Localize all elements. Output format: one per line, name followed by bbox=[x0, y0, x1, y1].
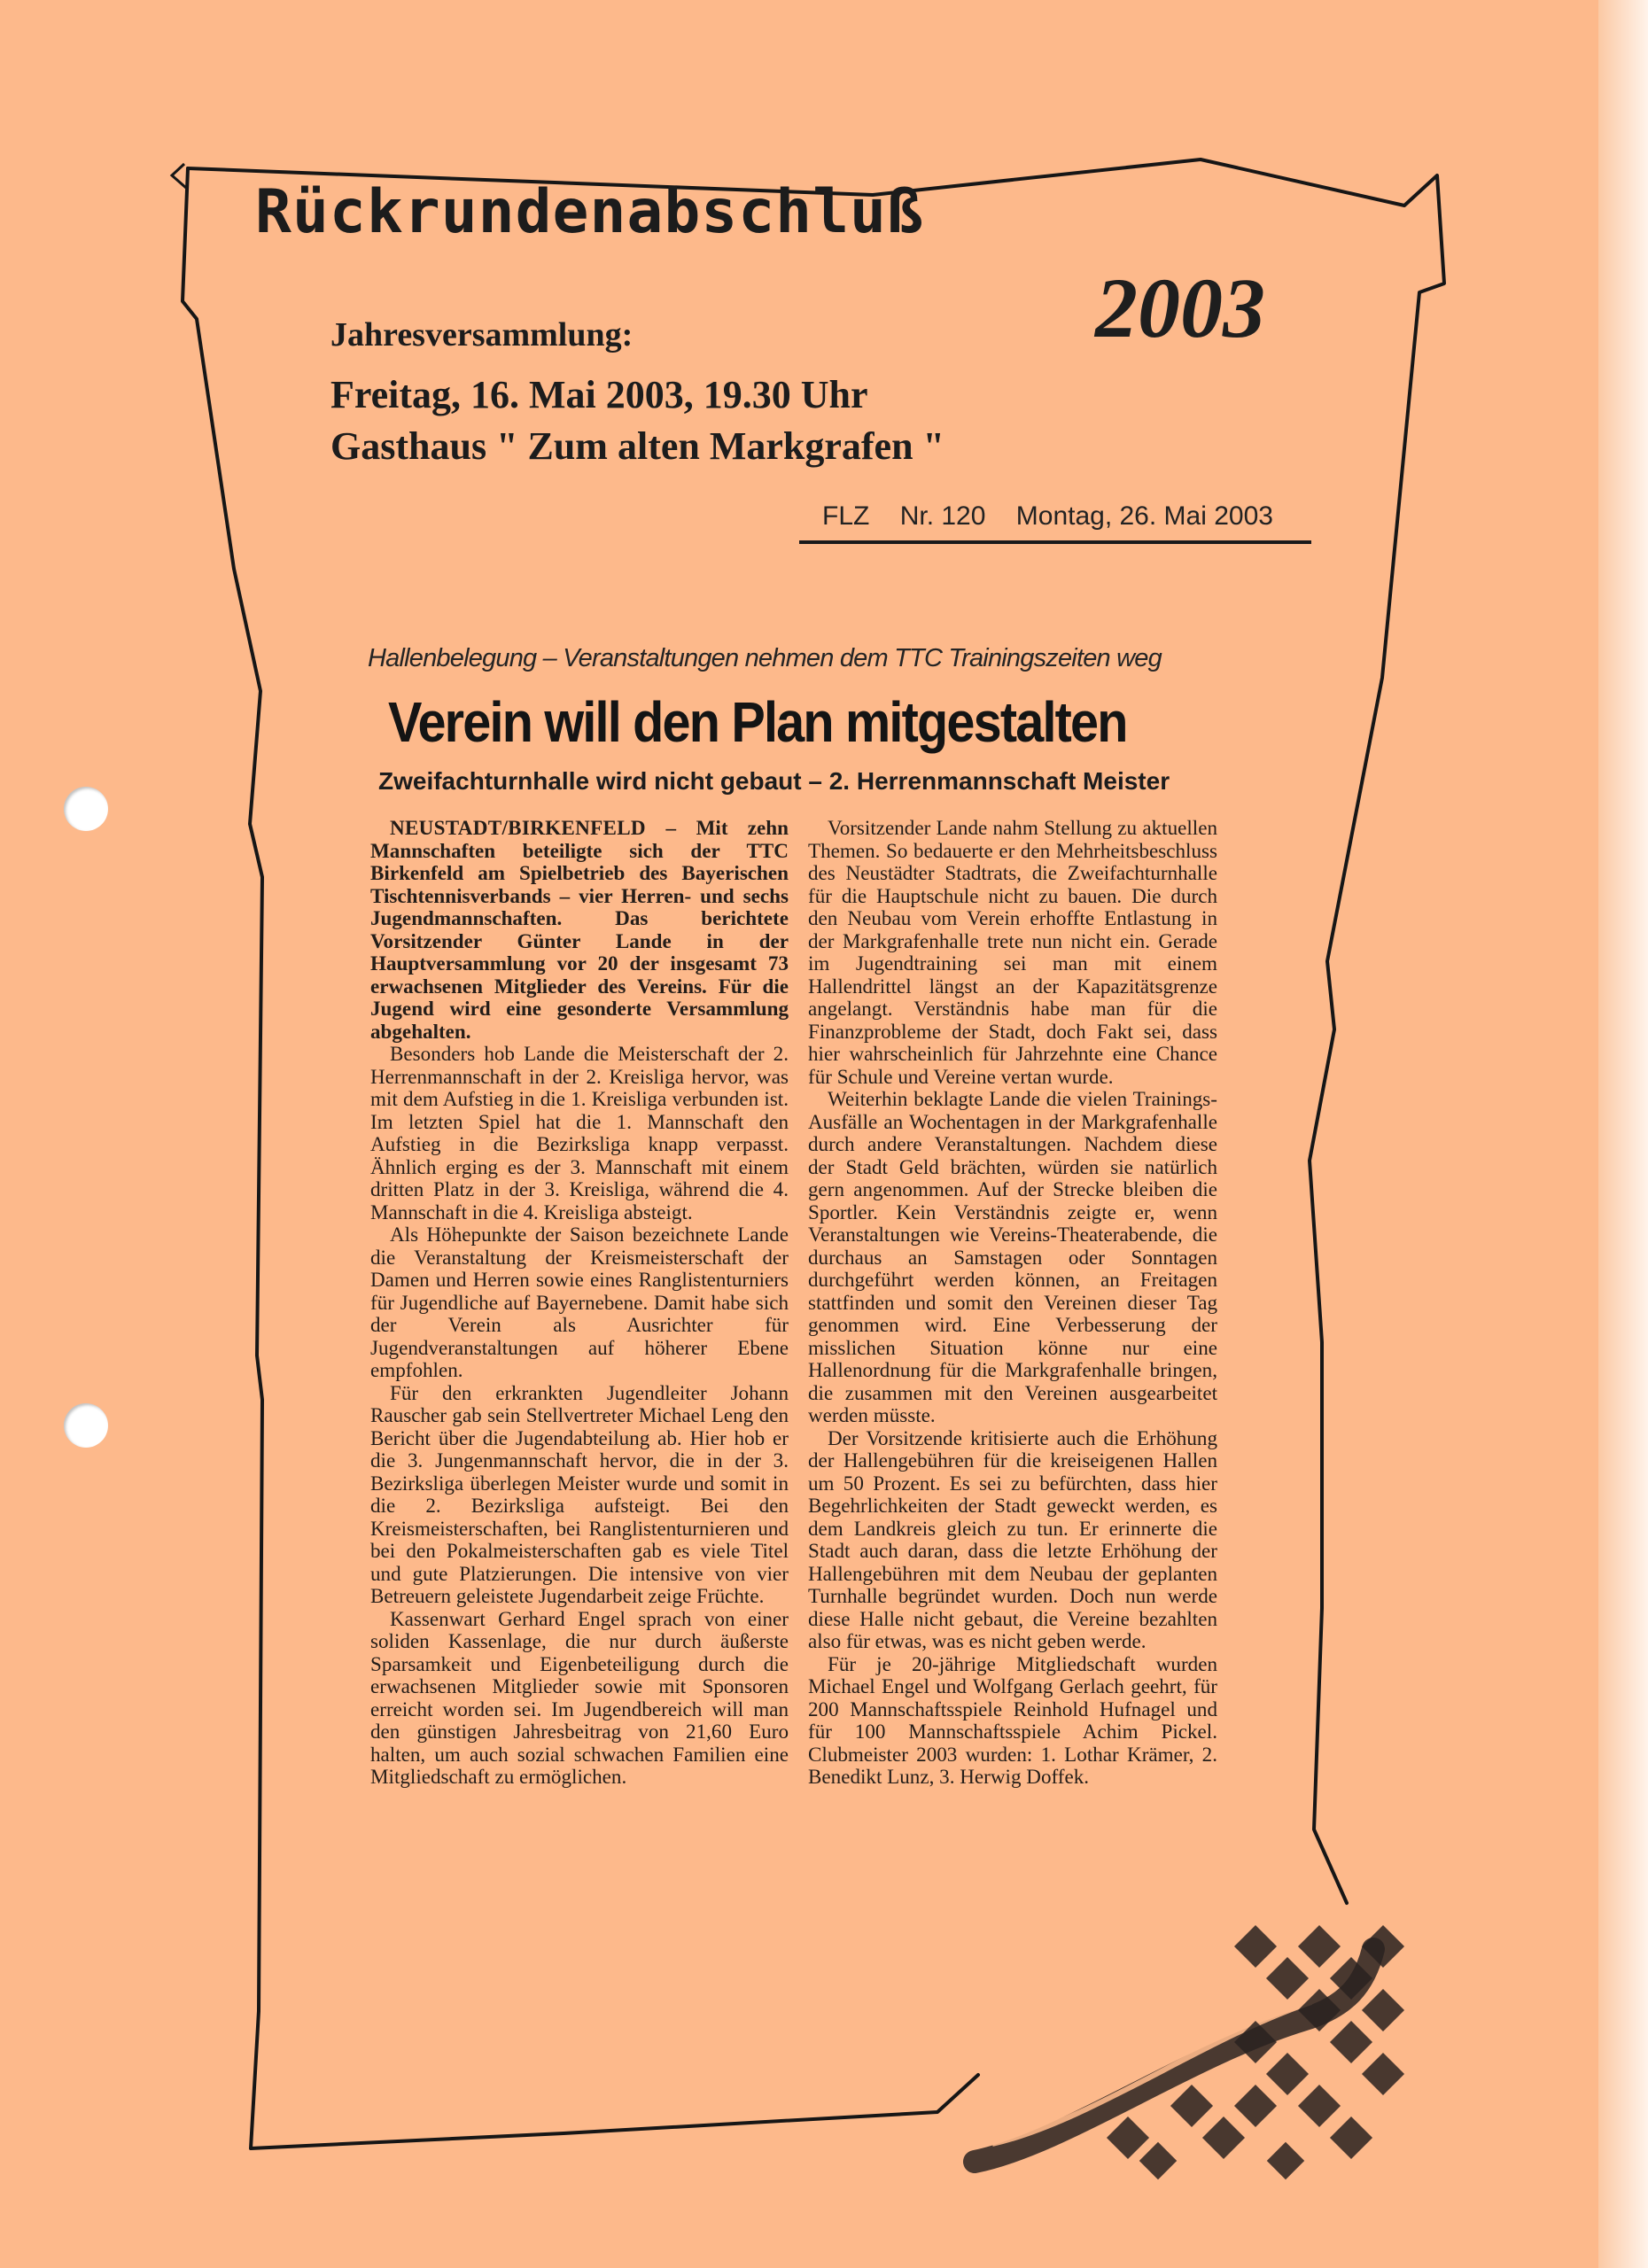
article-paragraph: Kassenwart Gerhard Engel sprach von einer soliden Kassenlage, die nur durch äußerste Sparsamkeit und Eigenbeteiligung durch die erwachsenen Mitglieder sowie mit Sponsoren erreicht worden sei. Im Jugendbereich will man den günstigen Jahresbeitrag von 21,60 Euro halten, um auch sozial schwachen Familien eine Mitgliedschaft zu ermöglichen. bbox=[370, 1606, 789, 1788]
article-paragraph: Für den erkrankten Jugendleiter Johann Rauscher gab sein Stellvertreter Michael Leng den Bericht über die Jugendabteilung ab. Hier hob er die 3. Jungenmannschaft hervor, die in der 3. Bezirksliga überlegen Meister wurde und somit in die 2. Bezirksliga aufsteigt. Bei den Kreismeisterschaften, bei Ranglistenturnieren und bei den Pokalmeisterschaften gab es viele Titel und gute Platzierungen. Die intensive von vier Betreuern geleistete Jugendarbeit zeige Früchte. bbox=[370, 1380, 789, 1607]
article-paragraph: Für je 20-jährige Mitgliedschaft wurden Michael Engel und Wolfgang Gerlach geehrt, für 200 Mannschaftsspiele Reinhold Hufnagel und für 100 Mannschaftsspiele Achim Pickel. Clubmeister 2003 wurden: 1. Lothar Krämer, 2. Benedikt Lunz, 3. Herwig Doffek. bbox=[808, 1651, 1217, 1788]
article-paragraph: Besonders hob Lande die Meisterschaft der 2. Herrenmannschaft in der 2. Kreisliga hervor, was mit dem Aufstieg in die 1. Kreisliga verbunden ist. Im letzten Spiel hat die 1. Mannschaft den Aufstieg in die Bezirksliga knapp verpasst. Ähnlich erging es der 3. Mannschaft mit einem dritten Platz in der 3. Kreisliga, während die 4. Mannschaft in die 4. Kreisliga absteigt. bbox=[370, 1042, 789, 1223]
source-rule bbox=[799, 540, 1311, 544]
article-subhead: Zweifachturnhalle wird nicht gebaut – 2. Herrenmannschaft Meister bbox=[378, 767, 1170, 795]
article-paragraph: Weiterhin beklagte Lande die vielen Trainings-Ausfälle an Wochentagen in der Markgrafenhalle durch andere Veranstaltungen. Nachdem diese der Stadt Geld brächten, würden sie natürlich gern angenommen. Auf der Strecke bleiben die Sportler. Kein Verständnis zeigte er, wenn Veranstaltungen wie Vereins-Theaterabende, die durchaus an Samstagen oder Sonntagen durchgeführt werden können, an Freitagen stattfinden und somit den Vereinen dieser Tag genommen wird. Eine Verbesserung der misslichen Situation könne nur eine Hallenordnung für die Markgrafenhalle bringen, die zusammen mit den Vereinen ausgearbeitet werden müsste. bbox=[808, 1087, 1217, 1426]
page-title: Rückrundenabschluß bbox=[255, 177, 924, 247]
source-paper: FLZ bbox=[822, 501, 870, 531]
article-lead bbox=[370, 817, 789, 1043]
article-column-right bbox=[808, 817, 1217, 1789]
article-paragraph: Der Vorsitzende kritisierte auch die Erhöhung der Hallengebühren für die kreiseigenen Hallen um 50 Prozent. Es sei zu befürchten, dass hier Begehrlichkeiten der Stadt geweckt werden, es dem Landkreis gleich zu tun. Er erinnerte die Stadt auch daran, dass die letzte Erhöhung der Hallengebühren mit dem Neubau der geplanten Turnhalle begründet wurden. Doch nun werde diese Halle nicht gebaut, die Vereine bezahlten also für etwas, was es nicht geben werde. bbox=[808, 1425, 1217, 1652]
article-column-left bbox=[370, 817, 789, 1789]
article-paragraph: Vorsitzender Lande nahm Stellung zu aktuellen Themen. So bedauerte er den Mehrheitsbeschluss des Neustädter Stadtrats, die Zweifachturnhalle für die Hauptschule nicht zu bauen. Die durch den Neubau vom Verein erhoffte Entlastung in der Markgrafenhalle trete nun nicht ein. Gerade im Jugendtraining sei man mit einem Hallendrittel längst an der Kapazitätsgrenze angelangt. Verständnis habe man für die Finanzprobleme der Stadt, doch Fakt sei, dass hier wahrscheinlich für Jahrzehnte eine Chance für Schule und Vereine vertan wurde. bbox=[808, 816, 1217, 1088]
source-date: Montag, 26. Mai 2003 bbox=[1015, 501, 1273, 531]
meeting-date: Freitag, 16. Mai 2003, 19.30 Uhr bbox=[330, 373, 868, 416]
article-dateline: NEUSTADT/BIRKENFELD – bbox=[390, 816, 677, 839]
article-kicker: Hallenbelegung – Veranstaltungen nehmen dem TTC Trainingszeiten weg bbox=[368, 644, 1162, 672]
meeting-label: Jahresversammlung: bbox=[330, 316, 634, 353]
source-issue: Nr. 120 bbox=[899, 501, 986, 531]
meeting-venue: Gasthaus " Zum alten Markgrafen " bbox=[330, 424, 944, 468]
article-paragraph: Als Höhepunkte der Saison bezeichnete Lande die Veranstaltung der Kreismeisterschaft der Damen und Herren sowie eines Ranglistenturniers für Jugendliche auf Bayernebene. Damit habe sich der Verein als Ausrichter für Jugendveranstaltungen auf höherer Ebene empfohlen. bbox=[370, 1223, 789, 1381]
article-lead-text: Mit zehn Mannschaften beteiligte sich der TTC Birkenfeld am Spielbetrieb des Bayerischen Tischtennisverbands – vier Herren- und sechs Jugendmannschaften. Das berichtete Vorsitzender Günter Lande in der Hauptversammlung vor 20 der insgesamt 73 erwachsenen Mitglieder des Vereins. Für die Jugend wird eine gesonderte Versammlung abgehalten. bbox=[370, 816, 789, 1043]
source-line bbox=[822, 501, 1301, 532]
article-headline: Verein will den Plan mitgestalten bbox=[388, 690, 1127, 754]
year-label: 2003 bbox=[1095, 260, 1265, 355]
checkered-ornament bbox=[957, 1922, 1435, 2188]
